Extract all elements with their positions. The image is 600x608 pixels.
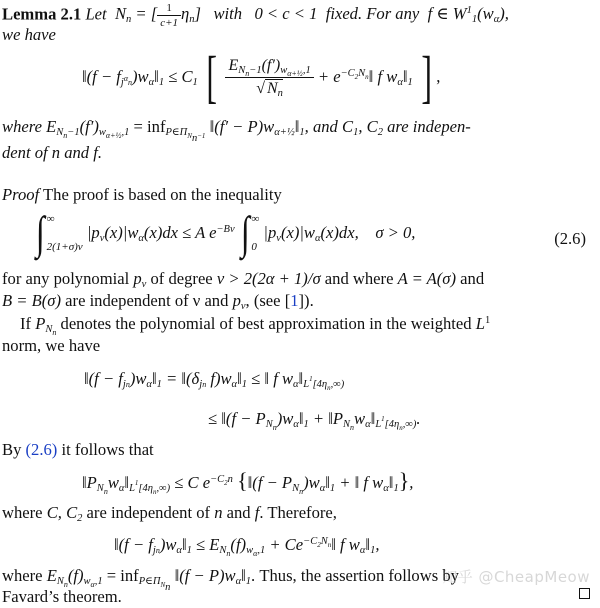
lemma-line-1: Lemma 2.1 Let $N_n$ = [ $\frac{1}{c+1}$ $\eta_n$] with 0 < c < 1 fixed. For any f ∈ $W^1_1(w_\alpha)$, [2,2,509,29]
proof-intro-line: Proof The proof is based on the inequality [2,185,282,204]
proof-by-line: By (2.6) it follows that [2,440,154,459]
lemma-fixed-text: with 0 < c < 1 fixed. For any f ∈ $W^1_1(w_\alpha)$, [205,4,509,26]
citation-link-1[interactable]: 1 [290,291,299,310]
lemma-equation: ‖(f − $f_{j^\alpha n})w_\alpha‖_1 \le C_1$ [ $\frac{E_{N_n-1}(f')_{w_{\alpha+\frac{1}{2}},1}}{√ N_n}$ + $e^{-C_2N_n}‖$ f $w_\alpha‖_1$ ] , [82,44,441,109]
equation-norm-2: ≤ ‖(f − $P_{N_n})w_\alpha‖_1$ + $‖P_{N_n}w_\alpha‖_{L^1[4\eta_n,\infty)}$. [208,409,421,432]
lemma-where-line: where $E_{N_n-1}(f')_{w_{\alpha+\frac{1}{2}},1} = inf_{P\in\Pi_{N_n-1}}$ ‖(f′ − $P)w_{\alpha+\frac{1}{2}}‖_1$, and $C_1$, $C_2$ are indepen- [2,117,471,144]
equation-ref-2-6[interactable]: (2.6) [25,440,58,459]
proof-best-approx-line: If $P_{N_n}$ denotes the polynomial of best approximation in the weighted $L^1$ [20,314,491,337]
proof-label: Proof [2,185,40,204]
equation-bound: $‖P_{N_n}w_\alpha‖_{L^1[4\eta_n,\infty)} \le C$ $e^{-C_2n}$ {‖(f − $P_{N_n})w_\alpha‖_1$ + ‖ f $w_\alpha‖_1$}, [82,468,414,496]
watermark: 知乎 @CheapMeow [442,568,590,586]
lemma-label: Lemma 2.1 [2,4,82,24]
proof-where-line: where C, $C_2$ are independent of n and f. Therefore, [2,503,337,524]
equation-number-2-6: (2.6) [554,229,586,248]
lemma-we-have: we have [2,25,56,44]
proof-favard-line: Favard’s theorem. [2,587,122,606]
proof-poly-line: for any polynomial $p_\nu$ of degree ν > 2(2α + 1)/σ and where A = A(σ) and [2,269,485,290]
qed-square-icon [579,588,590,599]
proof-where3-line: where $E_{N_n}(f)_{w_\alpha,1} = inf_{P\in\Pi_{N_n}}$ ‖(f − $P)w_\alpha‖_1$. Thus, the assertion follows by [2,566,459,593]
equation-2-6: ∫ ∞ 2(1+σ)ν $|p_\nu(x)|w_\alpha(x)dx \le A$ $e^{-B\nu}$ ∫ ∞ 0 $|p_\nu(x)|w_\alpha(x)dx$, σ > 0, [35,207,416,258]
equation-norm-1: ‖(f − $f_{jn})w_\alpha‖_1$ = $‖(\delta_{jn}$ $f)w_\alpha‖_1$ ≤ ‖ f $w_\alpha‖_{L^1[4\eta_n,\infty)}$ [84,369,345,392]
proof-indep-line: B = B(σ) are independent of ν and $p_\nu$, (see [1]). [2,291,314,312]
equation-final: ‖(f − $f_{jn})w_\alpha‖_1 \le E_{N_n}(f)_{w_\alpha,1}$ + $Ce^{-C_2N_n}‖$ f $w_\alpha‖_1$, [114,535,380,558]
lemma-let: Let [85,4,107,24]
lemma-dent-line: dent of n and f. [2,143,103,162]
proof-norm-line: norm, we have [2,336,101,355]
